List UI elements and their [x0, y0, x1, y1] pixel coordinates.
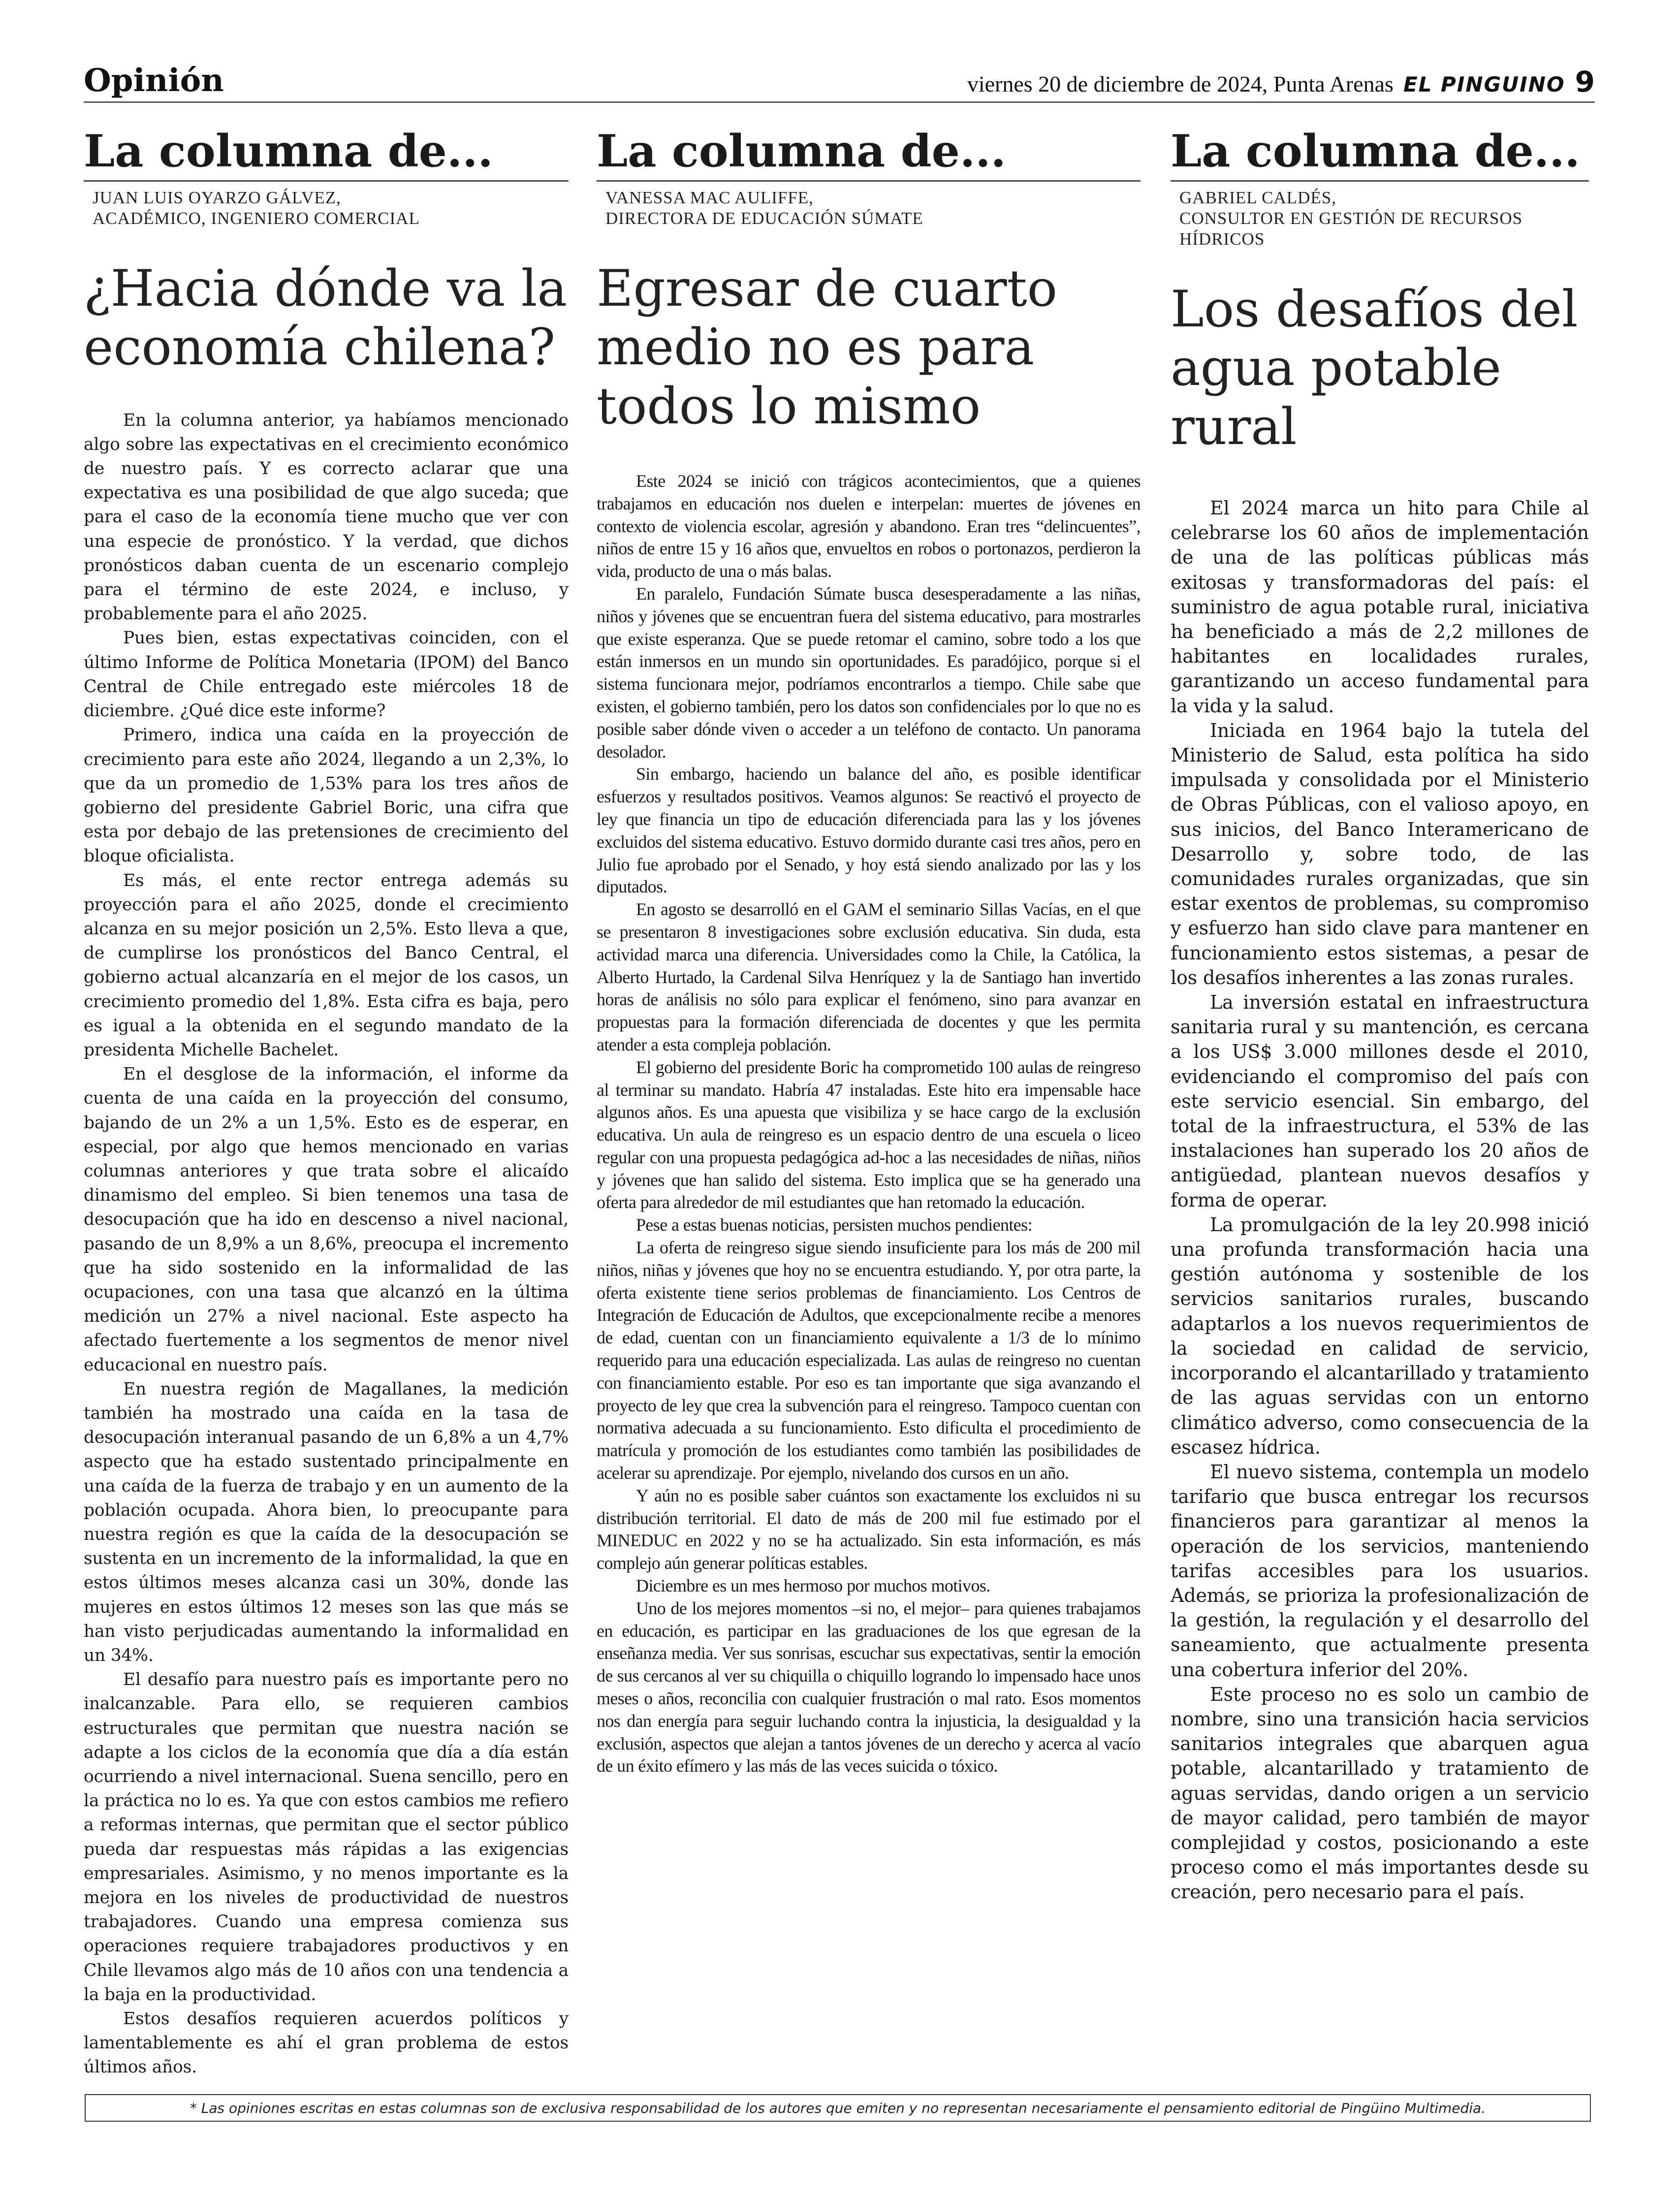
paragraph: En agosto se desarrolló en el GAM el seminario Sillas Vacías, en el que se presentaron 8 investigaciones sobre exclusión educativa. Sin duda, esta actividad marca una diferencia. Universidades como la Chile, la Católica, la Alberto Hurtado, la Cardenal Silva Henríquez y la de Santiago han invertido horas de análisis no sólo para explicar el fenómeno, sino para avanzar en propuestas para la formación diferenciada de docentes y que les permita atender a esta compleja población.: [597, 899, 1141, 1054]
article-body: [1171, 496, 1589, 1905]
paragraph: Es más, el ente rector entrega además su proyección para el año 2025, donde el crecimiento alcanza en su mejor posición un 2,5%. Esto lleva a que, de cumplirse los pronósticos del Banco Central, el gobierno actual alcanzaría en el mejor de los casos, un crecimiento promedio del 1,8%. Esta cifra es baja, pero es igual a la obtenida en el segundo mandato de la presidenta Michelle Bachelet.: [84, 870, 569, 1060]
editorial-disclaimer: * Las opiniones escritas en estas columnas son de exclusiva responsabilidad de los autores que emiten y no representan necesariamente el pensamiento editorial de Pingüino Multimedia.: [85, 2094, 1591, 2122]
paragraph: El gobierno del presidente Boric ha comprometido 100 aulas de reingreso al terminar su mandato. Habría 47 instaladas. Este hito era impensable hace algunos años. Es una apuesta que visibiliza y se hace cargo de la exclusión educativa. Un aula de reingreso es un espacio dentro de una escuela o liceo regular con una propuesta pedagógica ad-hoc a las necesidades de niñas, niños y jóvenes que han salido del sistema. Esto implica que se ha generado una oferta para alrededor de mil estudiantes que han retomado la educación.: [597, 1057, 1141, 1212]
paragraph: Iniciada en 1964 bajo la tutela del Ministerio de Salud, esta política ha sido impulsada y consolidada por el Ministerio de Obras Públicas, con el valioso apoyo, en sus inicios, del Banco Interamericano de Desarrollo y, sobre todo, de las comunidades rurales organizadas, que sin estar exentos de problemas, su compromiso y esfuerzo han sido clave para mantener en funcionamiento estos sistemas, a pesar de los desafíos inherentes a las zonas rurales.: [1171, 719, 1589, 988]
paragraph: La oferta de reingreso sigue siendo insuficiente para los más de 200 mil niños, niñas y jóvenes que hoy no se encuentra estudiando. Y, por otra parte, la oferta existente tiene serios problemas de financiamiento. Los Centros de Integración de Educación de Adultos, que excepcionalmente recibe a menores de edad, cuentan con un financiamiento equivalente a 1/3 de lo mínimo requerido para una educación especializada. Las aulas de reingreso no cuentan con financiamiento estable. Por eso es tan importante que siga avanzando el proyecto de ley que crea la subvención para el reingreso. Tampoco cuentan con normativa adecuada a su funcionamiento. Esto dificulta el procedimiento de matrícula y promoción de los estudiantes como también las posibilidades de acelerar su aprendizaje. Por ejemplo, nivelando dos cursos en un año.: [597, 1238, 1141, 1483]
paragraph: Uno de los mejores momentos –si no, el mejor– para quienes trabajamos en educación, es participar en las graduaciones de los que egresan de la enseñanza media. Ver sus sonrisas, escuchar sus expectativas, sentir la emoción de sus cercanos al ver su chiquilla o chiquillo logrando lo impensado hace unos meses o años, reconcilia con cualquier frustración o mal rato. Esos momentos nos dan energía para seguir luchando contra la injusticia, la desigualdad y la exclusión, aspectos que alejan a tantos jóvenes de un derecho y acerca al vacío de un éxito efímero y las más de las veces suicida o tóxico.: [597, 1598, 1141, 1776]
paragraph: En paralelo, Fundación Súmate busca desesperadamente a las niñas, niños y jóvenes que se encuentran fuera del sistema educativo, para mostrarles que existe esperanza. Que se puede retomar el camino, sobre todo a los que están inmersos en un mundo sin oportunidades. Es paradójico, porque si el sistema funcionara mejor, podríamos encontrarlos a tiempo. Chile sabe que existen, el gobierno también, pero los datos son confidenciales por lo que no es posible saber dónde viven o acceder a un teléfono de contacto. Un panorama desolador.: [597, 583, 1141, 762]
column-kicker: La columna de...: [1171, 129, 1589, 182]
article-body: [84, 409, 569, 2080]
opinion-column-caldes: [1171, 125, 1589, 1905]
paragraph: Este 2024 se inició con trágicos acontecimientos, que a quienes trabajamos en educación nos duelen e interpelan: muertes de jóvenes en contexto de violencia escolar, agresión y abandono. Eran tres “delincuentes”, niños de entre 15 y 16 años que, envueltos en robos o portonazos, perdieron la vida, producto de una o más balas.: [597, 471, 1141, 581]
author-role: ACADÉMICO, INGENIERO COMERCIAL: [93, 209, 420, 228]
author-byline: [84, 188, 569, 229]
paragraph: Y aún no es posible saber cuántos son exactamente los excluidos ni su distribución territorial. El dato de más de 200 mil fue estimado por el MINEDUC en 2022 y no se ha actualizado. Sin esta información, es más complejo aún generar políticas estables.: [597, 1485, 1141, 1573]
dateline: viernes 20 de diciembre de 2024, Punta Arenas: [967, 71, 1394, 96]
paragraph: El nuevo sistema, contempla un modelo tarifario que busca entregar los recursos financieros para garantizar al menos la operación de los servicios, manteniendo tarifas accesibles para los usuarios. Además, se prioriza la profesionalización de la gestión, la regulación y el desarrollo del saneamiento, que actualmente presenta una cobertura inferior del 20%.: [1171, 1461, 1589, 1681]
author-byline: [1171, 188, 1589, 250]
page-header: [84, 58, 1595, 103]
author-name: VANESSA MAC AULIFFE,: [605, 188, 814, 207]
opinion-column-macauliffe: [597, 125, 1141, 1778]
paragraph: En nuestra región de Magallanes, la medición también ha mostrado una caída en la tasa de desocupación interanual pasando de un 6,8% a un 4,7% aspecto que ha estado sustentado principalmente en una caída de la fuerza de trabajo y en un aumento de la población ocupada. Ahora bien, lo preocupante para nuestra región es que la caída de la desocupación se sustenta en un incremento de la informalidad, la que en estos últimos meses alcanza casi un 30%, donde las mujeres en estos últimos 12 meses son las que más se han visto perjudicadas aumentando la informalidad en un 34%.: [84, 1379, 569, 1666]
section-title: Opinión: [84, 62, 224, 99]
paragraph: En el desglose de la información, el informe da cuenta de una caída en la proyección del consumo, bajando de un 2% a un 1,5%. Esto es de esperar, en especial, por algo que hemos mencionado en varias columnas anteriores y que trata sobre el alicaído dinamismo del empleo. Si bien tenemos una tasa de desocupación que ha ido en descenso a nivel nacional, pasando de un 8,9% a un 8,6%, preocupa el incremento que ha sido sostenido en la informalidad de las ocupaciones, con una tasa que alcanzó en la última medición un 27% a nivel nacional. Este aspecto ha afectado fuertemente a los segmentos de menor nivel educacional en nuestro país.: [84, 1064, 569, 1375]
article-body: [597, 470, 1141, 1778]
author-name: JUAN LUIS OYARZO GÁLVEZ,: [93, 188, 341, 207]
article-headline: Los desafíos del agua potable rural: [1171, 280, 1578, 456]
author-role: DIRECTORA DE EDUCACIÓN SÚMATE: [605, 209, 923, 228]
page-number: 9: [1575, 65, 1595, 98]
column-kicker: La columna de...: [84, 129, 569, 182]
paragraph: El 2024 marca un hito para Chile al celebrarse los 60 años de implementación de una de las políticas públicas más exitosas y transformadoras del país: el suministro de agua potable rural, iniciativa ha beneficiado a más de 2,2 millones de habitantes en localidades rurales, garantizando un acceso fundamental para la vida y la salud.: [1171, 497, 1589, 717]
article-headline: ¿Hacia dónde va la economía chilena?: [84, 259, 568, 377]
paragraph: La promulgación de la ley 20.998 inició una profunda transformación hacia una gestión autónoma y sostenible de los servicios sanitarios rurales, buscando adaptarlos a los nuevos requerimientos de la sociedad en calidad de servicio, incorporando el alcantarillado y tratamiento de las aguas servidas con un entorno climático adverso, como consecuencia de la escasez hídrica.: [1171, 1213, 1589, 1458]
paragraph: El desafío para nuestro país es importante pero no inalcanzable. Para ello, se requieren cambios estructurales que permitan que nuestra nación se adapte a los ciclos de la economía que día a día están ocurriendo a nivel internacional. Suena sencillo, pero en la práctica no lo es. Ya que con estos cambios me refiero a reformas internas, que permitan que el sector público pueda dar respuestas más rápidas a las exigencias empresariales. Asimismo, y no menos importante es la mejora en los niveles de productividad de nuestros trabajadores. Cuando una empresa comienza sus operaciones requiere trabajadores productivos y en Chile llevamos algo más de 10 años con una tendencia a la baja en la productividad.: [84, 1670, 569, 2005]
paragraph: En la columna anterior, ya habíamos mencionado algo sobre las expectativas en el crecimiento económico de nuestro país. Y es correcto aclarar que una expectativa es una posibilidad de que algo suceda; que para el caso de la economía tiene mucho que ver con una especie de pronóstico. Y la verdad, que dichos pronósticos daban cuenta de un escenario complejo para el término de este 2024, e incluso, y probablemente para el año 2025.: [84, 410, 569, 624]
paragraph: Primero, indica una caída en la proyección de crecimiento para este año 2024, llegando a un 2,3%, lo que da un promedio de 1,53% para los tres años de gobierno del presidente Gabriel Boric, una cifra que esta por debajo de las pretensiones de crecimiento del bloque oficialista.: [84, 725, 569, 866]
paragraph: Estos desafíos requieren acuerdos políticos y lamentablemente es ahí el gran problema de estos últimos años.: [84, 2009, 569, 2077]
author-name: GABRIEL CALDÉS,: [1179, 188, 1336, 207]
paragraph: Diciembre es un mes hermoso por muchos motivos.: [636, 1576, 990, 1596]
paragraph: Pese a estas buenas noticias, persisten muchos pendientes:: [636, 1215, 1032, 1235]
column-kicker: La columna de...: [597, 129, 1141, 182]
masthead-info: [967, 65, 1595, 98]
opinion-column-oyarzo: [84, 125, 569, 2080]
paragraph: La inversión estatal en infraestructura sanitaria rural y su mantención, es cercana a los US$ 3.000 millones desde el 2010, evidenciando el compromiso del país con este servicio esencial. Sin embargo, del total de la infraestructura, el 53% de las instalaciones han superado los 20 años de antigüedad, plantean nuevos desafíos y forma de operar.: [1171, 991, 1589, 1211]
author-role: CONSULTOR EN GESTIÓN DE RECURSOS HÍDRICOS: [1179, 209, 1523, 249]
paragraph: Este proceso no es solo un cambio de nombre, sino una transición hacia servicios sanitarios integrales que abarquen agua potable, alcantarillado y tratamiento de aguas servidas, dando origen a un servicio de mayor calidad, pero también de mayor complejidad y costos, posicionando a este proceso como el más importantes desde su creación, pero necesario para el país.: [1171, 1683, 1589, 1903]
article-headline: Egresar de cuarto medio no es para todos lo mismo: [597, 259, 1058, 436]
author-byline: [597, 188, 1141, 229]
newspaper-logo: EL PINGUINO: [1403, 72, 1565, 96]
paragraph: Pues bien, estas expectativas coinciden, con el último Informe de Política Monetaria (IPOM) del Banco Central de Chile entregado este miércoles 18 de diciembre. ¿Qué dice este informe?: [84, 628, 569, 721]
paragraph: Sin embargo, haciendo un balance del año, es posible identificar esfuerzos y resultados positivos. Veamos algunos: Se reactivó el proyecto de ley que financia un tipo de educación diferenciada para las y los jóvenes excluidos del sistema educativo. Estuvo dormido durante casi tres años, pero en Julio fue aprobado por el Senado, y hoy está siendo analizado por las y los diputados.: [597, 764, 1141, 897]
